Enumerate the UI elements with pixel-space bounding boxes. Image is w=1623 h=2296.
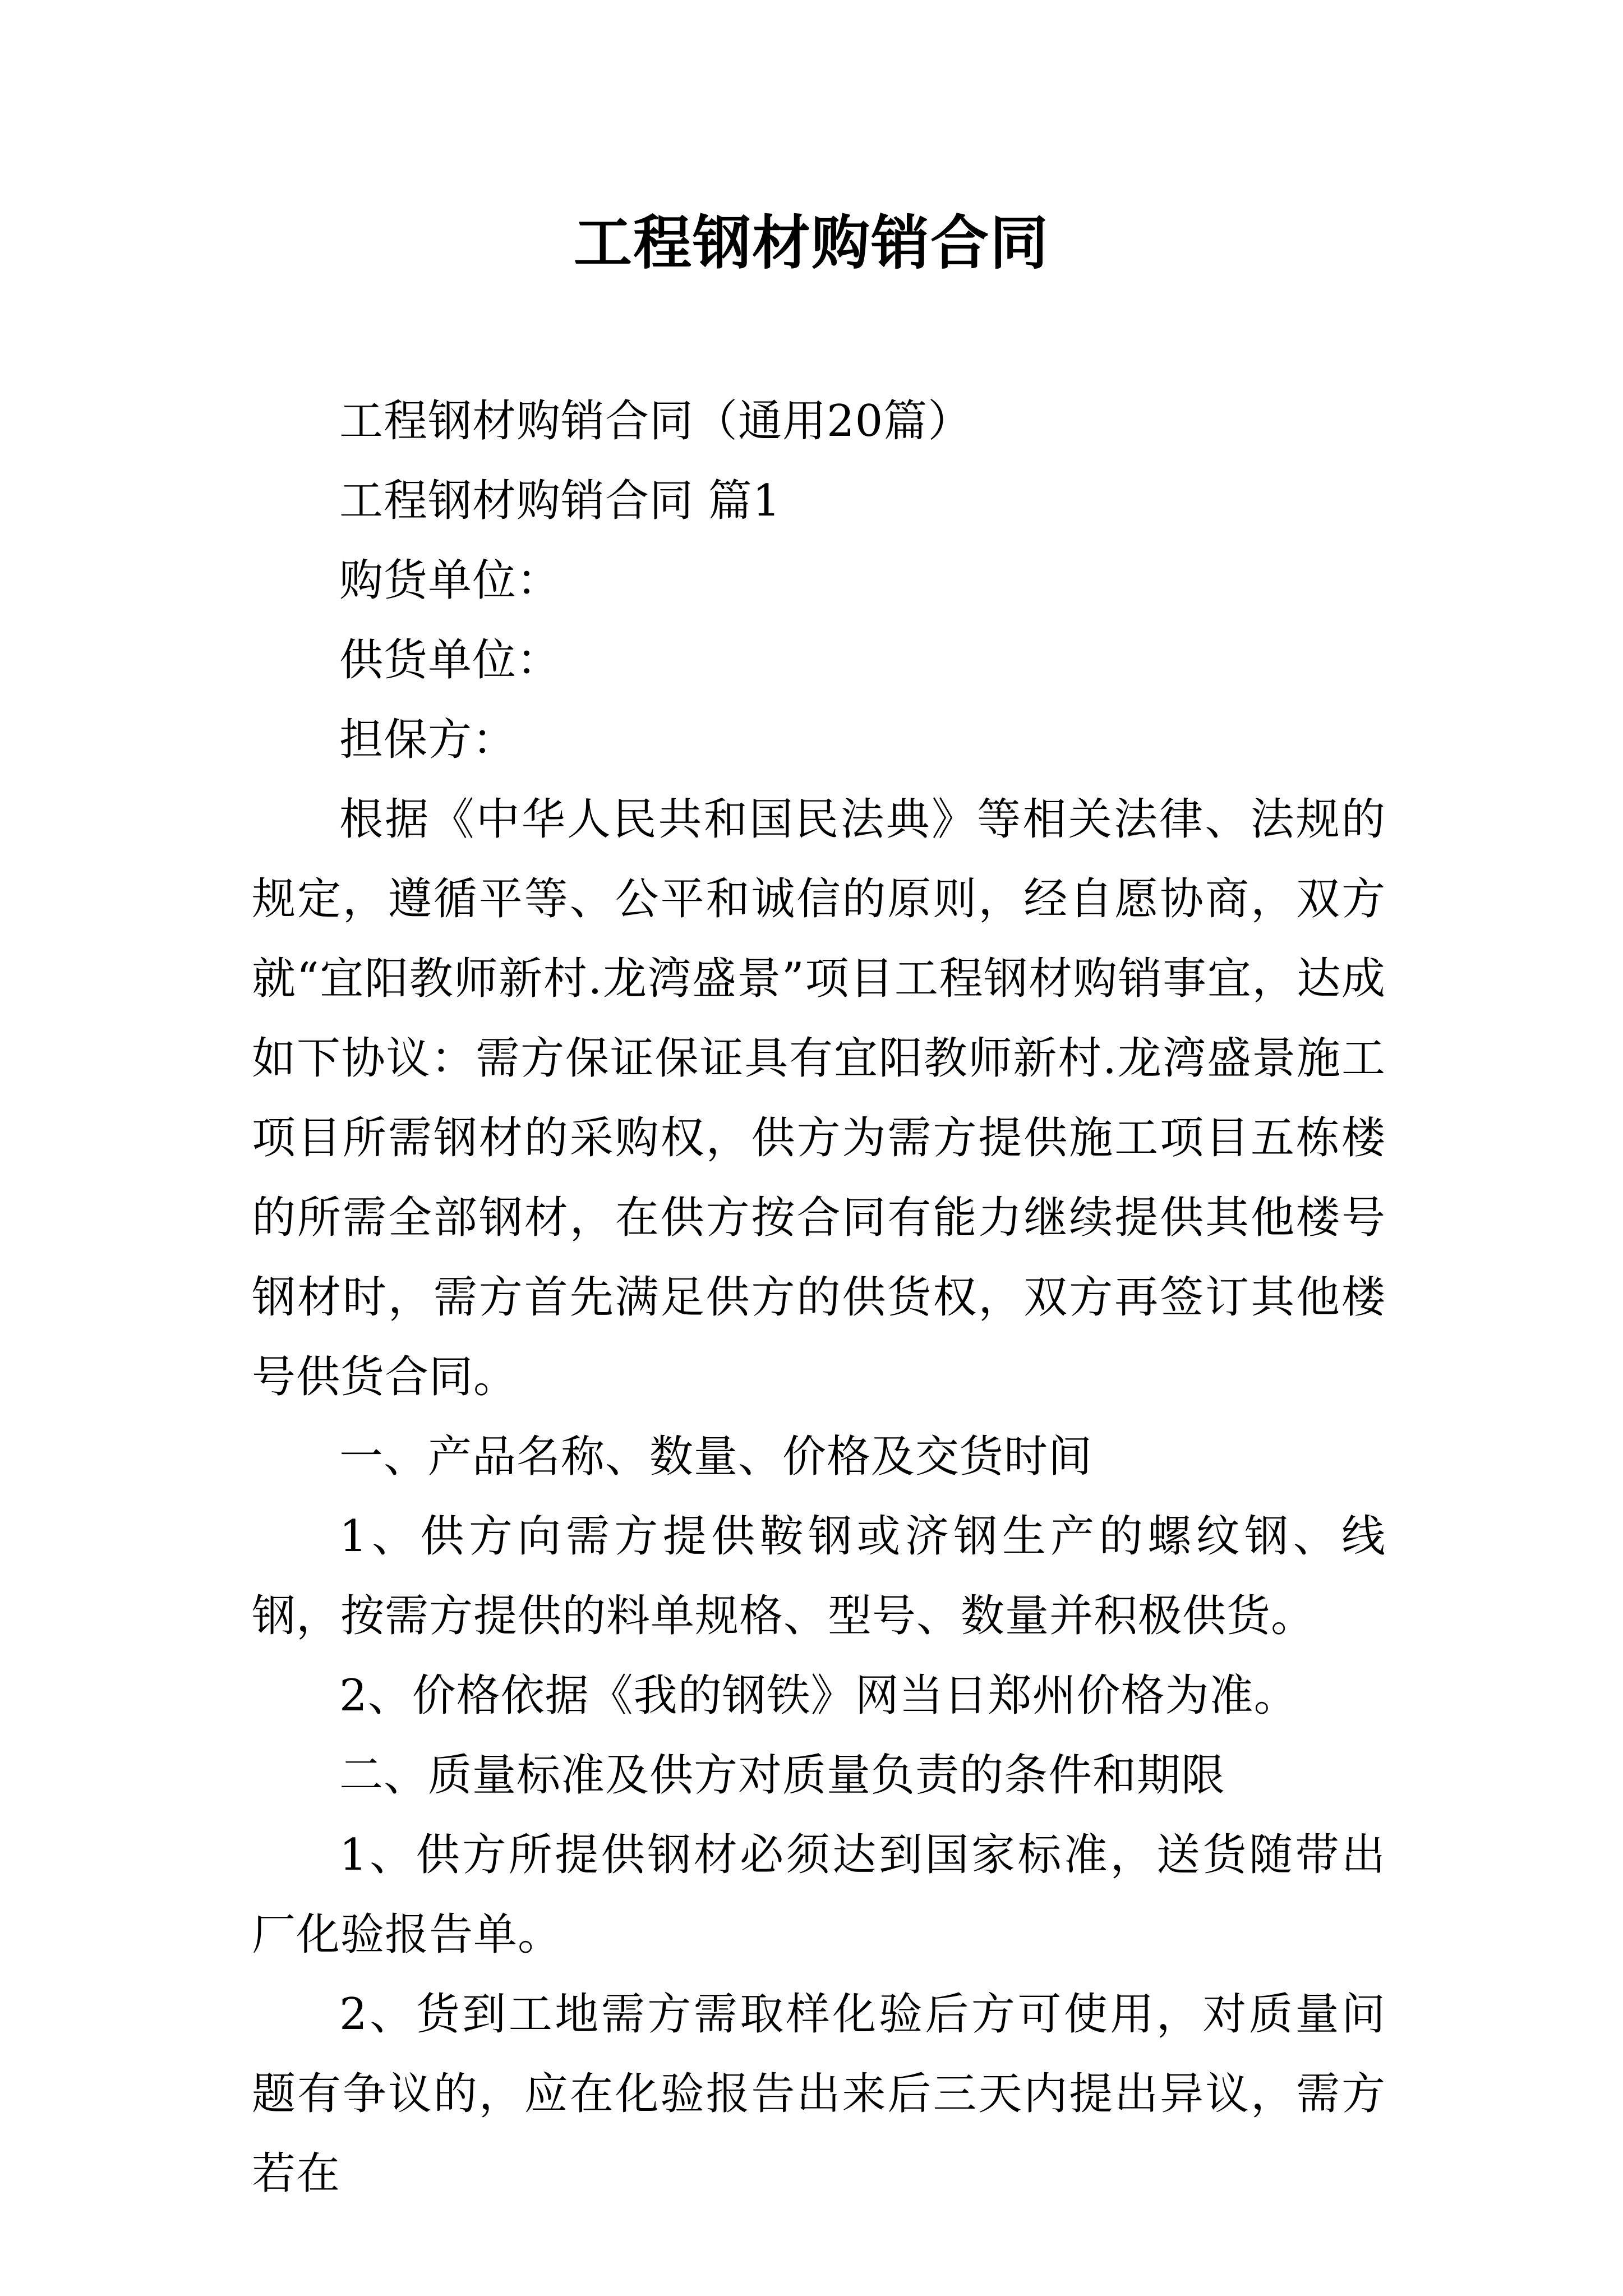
preamble-paragraph: 根据《中华人民共和国民法典》等相关法律、法规的规定，遵循平等、公平和诚信的原则，经自愿协商，双方就“宜阳教师新村.龙湾盛景”项目工程钢材购销事宜，达成如下协议：需方保证保证具有宜阳教师新村.龙湾盛景施工项目所需钢材的采购权，供方为需方提供施工项目五栋楼的所需全部钢材，在供方按合同有能力继续提供其他楼号钢材时，需方首先满足供方的供货权，双方再签订其他楼号供货合同。	[252, 794, 1386, 1402]
clause-heading-1: 一、产品名称、数量、价格及交货时间	[339, 1432, 1093, 1482]
supplier-field: 供货单位：	[339, 635, 561, 685]
buyer-field: 购货单位：	[339, 555, 561, 606]
guarantor-field: 担保方：	[339, 715, 517, 765]
clause-item: 1、供方所提供钢材必须达到国家标准，送货随带出厂化验报告单。	[252, 1830, 1386, 1960]
clause-heading-2: 二、质量标准及供方对质量负责的条件和期限	[339, 1750, 1226, 1801]
clause-item: 2、货到工地需方需取样化验后方可使用，对质量问题有争议的，应在化验报告出来后三天内提出异议，需方若在	[252, 1989, 1386, 2199]
clause-item: 1、供方向需方提供鞍钢或济钢生产的螺纹钢、线钢，按需方提供的料单规格、型号、数量并积极供货。	[252, 1511, 1386, 1641]
section-heading: 工程钢材购销合同 篇1	[339, 476, 781, 526]
document-body	[252, 381, 1386, 2214]
clause-item: 2、价格依据《我的钢铁》网当日郑州价格为准。	[339, 1671, 1298, 1721]
subtitle-paragraph: 工程钢材购销合同（通用20篇）	[339, 396, 972, 447]
document-title: 工程钢材购销合同	[573, 208, 1049, 277]
